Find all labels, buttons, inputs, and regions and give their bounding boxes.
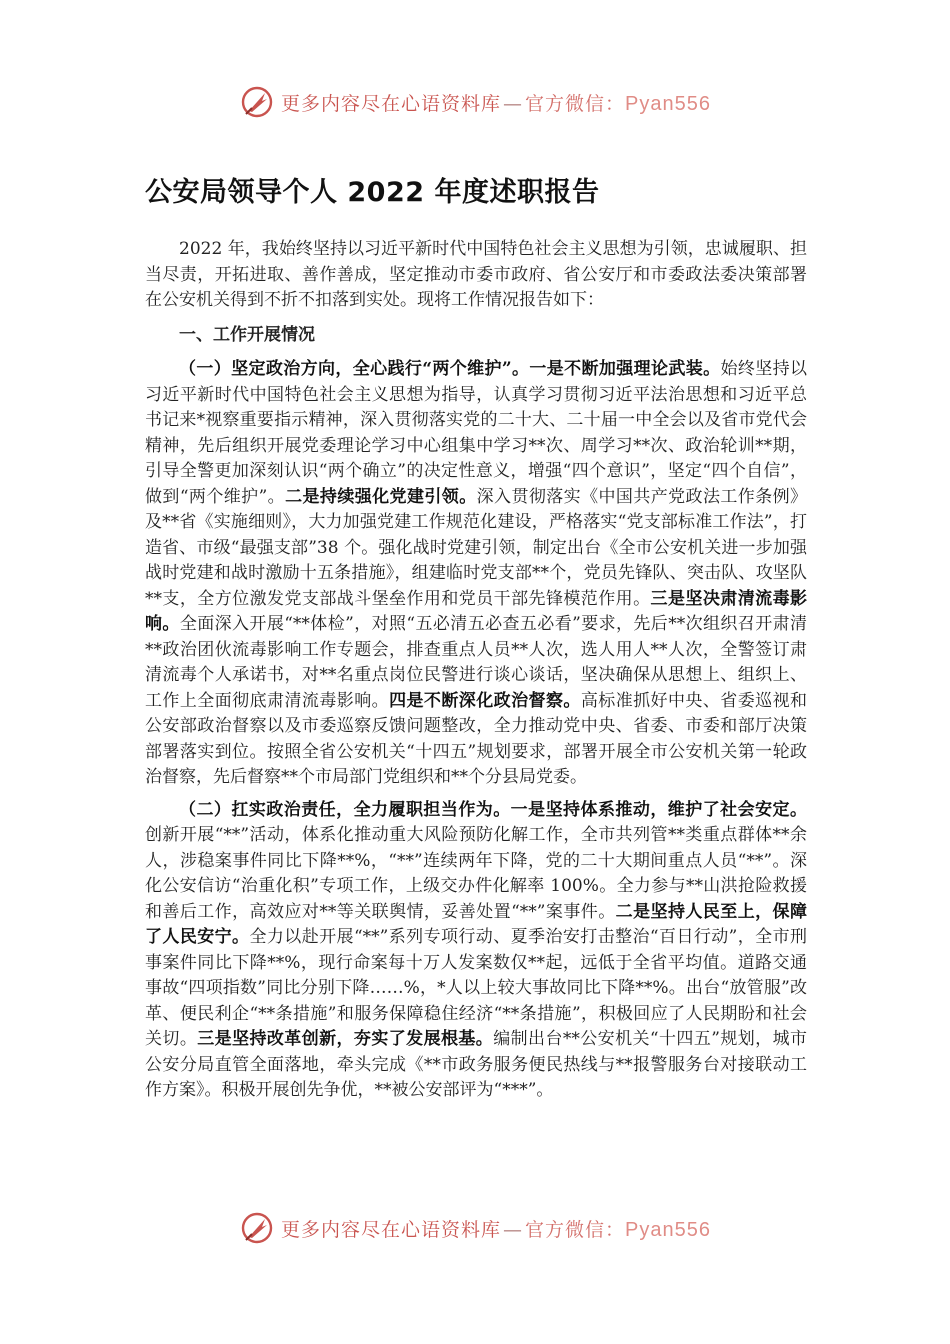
paragraph-text: 高标准抓好中央、省委巡视和公安部政治督察以及市委巡察反馈问题整改，全力推动党中央、省委、市委和部厅决策部署落实到位。按照全省公安机关“十四五”规划要求，部署开展全市公安机关第一轮政治督察，先后督察**个市局部门党组织和**个分县局党委。 xyxy=(145,690,808,787)
banner-text xyxy=(281,89,711,116)
banner-account: Pyan556 xyxy=(625,1218,711,1241)
paragraph-political-responsibility xyxy=(145,798,807,1104)
banner-dash: — xyxy=(503,1218,524,1241)
paragraph-text: 编制出台**公安机关“十四五”规划，城市公安分局直管全面落地，牵头完成《**市政务服务便民热线与**报警服务台对接联动工作方案》。积极开展创先争优，**被公安部评为“***”。 xyxy=(145,1029,807,1100)
quill-logo-icon xyxy=(239,1210,275,1246)
paragraph-subheading: 四是不断深化政治督察。 xyxy=(389,690,581,711)
paragraph-political-direction xyxy=(145,357,807,791)
footer-banner xyxy=(0,1208,950,1248)
banner-brand: 更多内容尽在心语资料库 xyxy=(281,1218,502,1241)
paragraph-heading: （二）扛实政治责任，全力履职担当作为。一是坚持体系推动，维护了社会安定。 xyxy=(179,799,807,820)
banner-wechat-label: 官方微信： xyxy=(525,1218,626,1241)
paragraph-text: 深入贯彻落实《中国共产党政法工作条例》及**省《实施细则》，大力加强党建工作规范化建设，严格落实“党支部标准工作法”，打造省、市级“最强支部”38 个。强化战时党建引领，制定出台《全市公安机关进一步加强战时党建和战时激励十五条措施》，组建临时党支部**个，党员先锋队、突击队、攻坚队**支，全方位激发党支部战斗堡垒作用和党员干部先锋模范作用。 xyxy=(145,486,808,609)
paragraph-subheading: 二是坚持人民至上，保障了人民安宁。 xyxy=(145,901,807,947)
banner-text xyxy=(281,1215,711,1242)
banner-dash: — xyxy=(503,92,524,115)
document-body xyxy=(145,170,807,1104)
paragraph-heading: （一）坚定政治方向，全心践行“两个维护”。一是不断加强理论武装。 xyxy=(179,359,721,379)
paragraph-text: 全面深入开展“**体检”，对照“五必清五必查五必看”要求，先后**次组织召开肃清**政治团伙流毒影响工作专题会，排查重点人员**人次，选人用人**人次，全警签订肃清流毒个人承诺书，对**名重点岗位民警进行谈心谈话，坚决确保从思想上、组织上、工作上全面彻底肃清流毒影响。 xyxy=(145,614,808,711)
paragraph-text: 全力以赴开展“**”系列专项行动、夏季治安打击整治“百日行动”，全市刑事案件同比下降**%，现行命案每十万人发案数仅**起，远低于全省平均值。道路交通事故“四项指数”同比分别下降……%，*人以上较大事故同比下降**%。出台“放管服”改革、便民利企“**条措施”和服务保障稳住经济“**条措施”，积极回应了人民期盼和社会关切。 xyxy=(145,927,808,1049)
intro-paragraph: 2022 年，我始终坚持以习近平新时代中国特色社会主义思想为引领，忠诚履职、担当尽责，开拓进取、善作善成，坚定推动市委市政府、省公安厅和市委政法委决策部署在公安机关得到不折不扣落到实处。现将工作情况报告如下： xyxy=(145,239,807,310)
paragraph-subheading: 三是坚决肃清流毒影响。 xyxy=(145,588,808,634)
paragraph-subheading: 二是持续强化党建引领。 xyxy=(285,486,477,507)
paragraph-subheading: 三是坚持改革创新，夯实了发展根基。 xyxy=(197,1029,494,1049)
header-banner xyxy=(0,82,950,122)
paragraph-text: 始终坚持以习近平新时代中国特色社会主义思想为指导，认真学习贯彻习近平法治思想和习近平总书记来*视察重要指示精神，深入贯彻落实党的二十大、二十届一中全会以及省市党代会精神，先后组织开展党委理论学习中心组集中学习**次、周学习**次、政治轮训**期，引导全警更加深刻认识“两个确立”的决定性意义，增强“四个意识”，坚定“四个自信”，做到“两个维护”。 xyxy=(145,359,807,507)
banner-brand: 更多内容尽在心语资料库 xyxy=(281,92,502,115)
paragraph-text: 创新开展“**”活动，体系化推动重大风险预防化解工作，全市共列管**类重点群体**余人，涉稳案事件同比下降**%，“**”连续两年下降，党的二十大期间重点人员“**”。深化公安信访“治重化积”专项工作，上级交办件化解率 100%。全力参与**山洪抢险救援和善后工作，高效应对**等关联舆情，妥善处置“**”案事件。 xyxy=(145,825,807,922)
page-title: 公安局领导个人 2022 年度述职报告 xyxy=(145,177,600,208)
banner-wechat-label: 官方微信： xyxy=(525,92,626,115)
quill-logo-icon xyxy=(239,84,275,120)
banner-account: Pyan556 xyxy=(625,92,711,115)
section-heading: 一、工作开展情况 xyxy=(179,324,315,345)
